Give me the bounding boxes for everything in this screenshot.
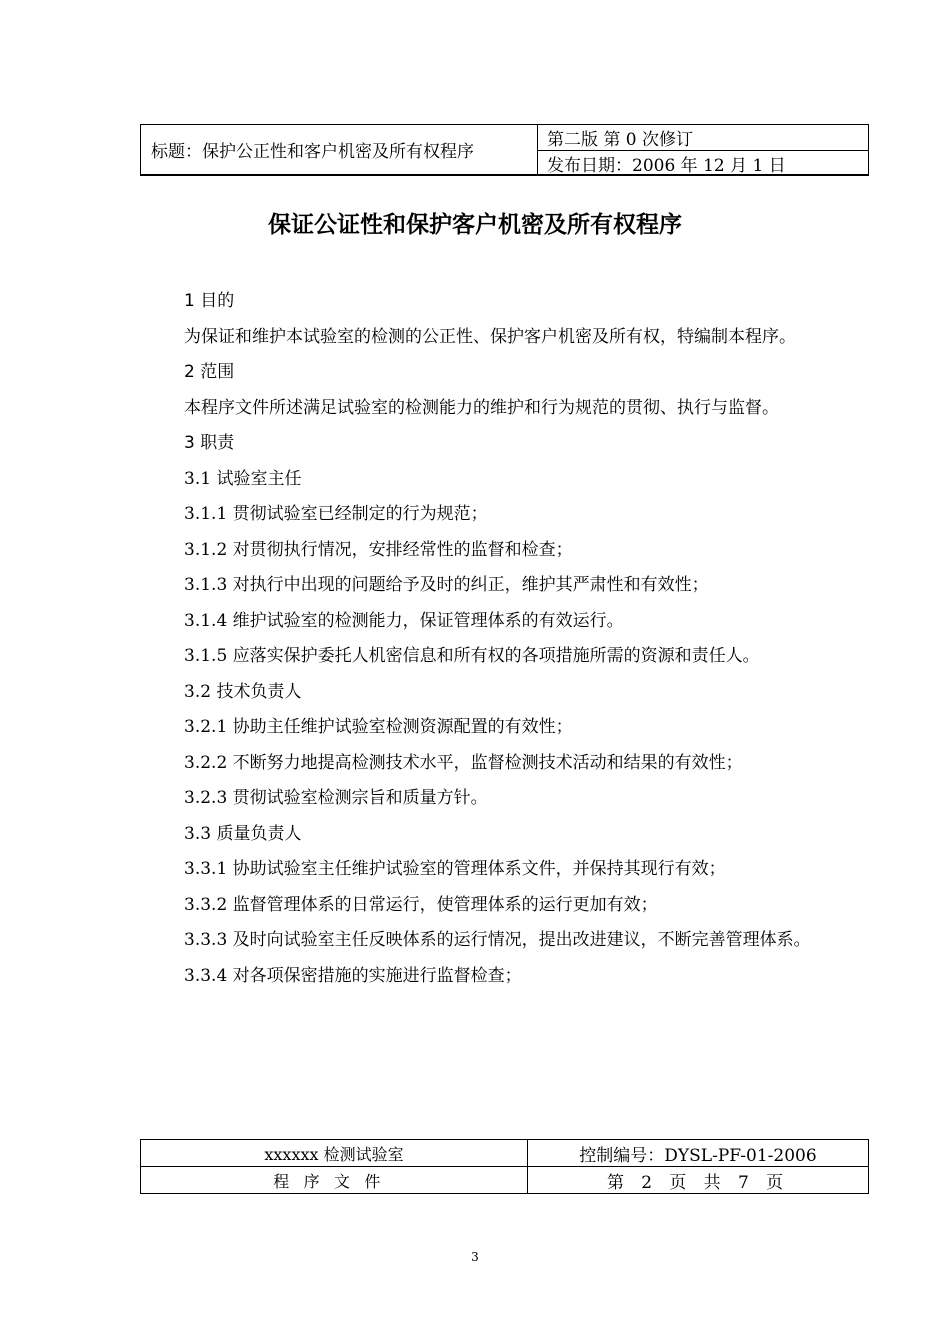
- paragraph: 3.1.5 应落实保护委托人机密信息和所有权的各项措施所需的资源和责任人。: [184, 646, 760, 666]
- paragraph: 本程序文件所述满足试验室的检测能力的维护和行为规范的贯彻、执行与监督。: [184, 397, 779, 418]
- header-version: 第二版 第 0 次修订: [538, 125, 868, 151]
- paragraph: 3.1 试验室主任: [184, 468, 302, 489]
- paragraph: 为保证和维护本试验室的检测的公正性、保护客户机密及所有权，特编制本程序。: [184, 326, 796, 347]
- paragraph: 3.2.3 贯彻试验室检测宗旨和质量方针。: [184, 788, 488, 808]
- paragraph: 3.1.2 对贯彻执行情况，安排经常性的监督和检查；: [184, 539, 573, 560]
- footer-doc-type: 程序文件: [141, 1167, 528, 1193]
- header-title: 标题：保护公正性和客户机密及所有权程序: [141, 125, 538, 174]
- section-heading: 1 目的: [184, 291, 235, 311]
- paragraph: 3.3.4 对各项保密措施的实施进行监督检查；: [184, 965, 522, 986]
- paragraph: 3.2.1 协助主任维护试验室检测资源配置的有效性；: [184, 717, 573, 737]
- paragraph: 3.3.3 及时向试验室主任反映体系的运行情况，提出改进建议，不断完善管理体系。: [184, 930, 811, 950]
- paragraph: 3.1.4 维护试验室的检测能力，保证管理体系的有效运行。: [184, 610, 624, 631]
- paragraph: 3.3 质量负责人: [184, 823, 302, 844]
- document-body: [144, 284, 812, 994]
- header-table: [140, 124, 869, 176]
- paragraph: 3.2 技术负责人: [184, 681, 302, 702]
- paragraph: 3.1.3 对执行中出现的问题给予及时的纠正，维护其严肃性和有效性；: [184, 575, 709, 595]
- page-number: 3: [471, 1250, 479, 1264]
- paragraph: 3.2.2 不断努力地提高检测技术水平，监督检测技术活动和结果的有效性；: [184, 752, 743, 773]
- header-release-date: 发布日期：2006 年 12 月 1 日: [547, 156, 786, 176]
- footer-org: xxxxxx 检测试验室: [141, 1140, 528, 1166]
- paragraph: 3.1.1 贯彻试验室已经制定的行为规范；: [184, 504, 488, 524]
- header-meta: [538, 125, 868, 174]
- footer-control-no: 控制编号：DYSL-PF-01-2006: [579, 1145, 817, 1166]
- paragraph: 3.3.1 协助试验室主任维护试验室的管理体系文件，并保持其现行有效；: [184, 859, 726, 879]
- footer-table: [140, 1139, 869, 1194]
- paragraph: 3.3.2 监督管理体系的日常运行，使管理体系的运行更加有效；: [184, 894, 658, 915]
- document-title: 保证公证性和保护客户机密及所有权程序: [268, 212, 682, 238]
- footer-page-info: 第 2 页 共 7 页: [606, 1172, 790, 1193]
- section-heading: 3 职责: [184, 433, 235, 453]
- section-heading: 2 范围: [184, 362, 235, 382]
